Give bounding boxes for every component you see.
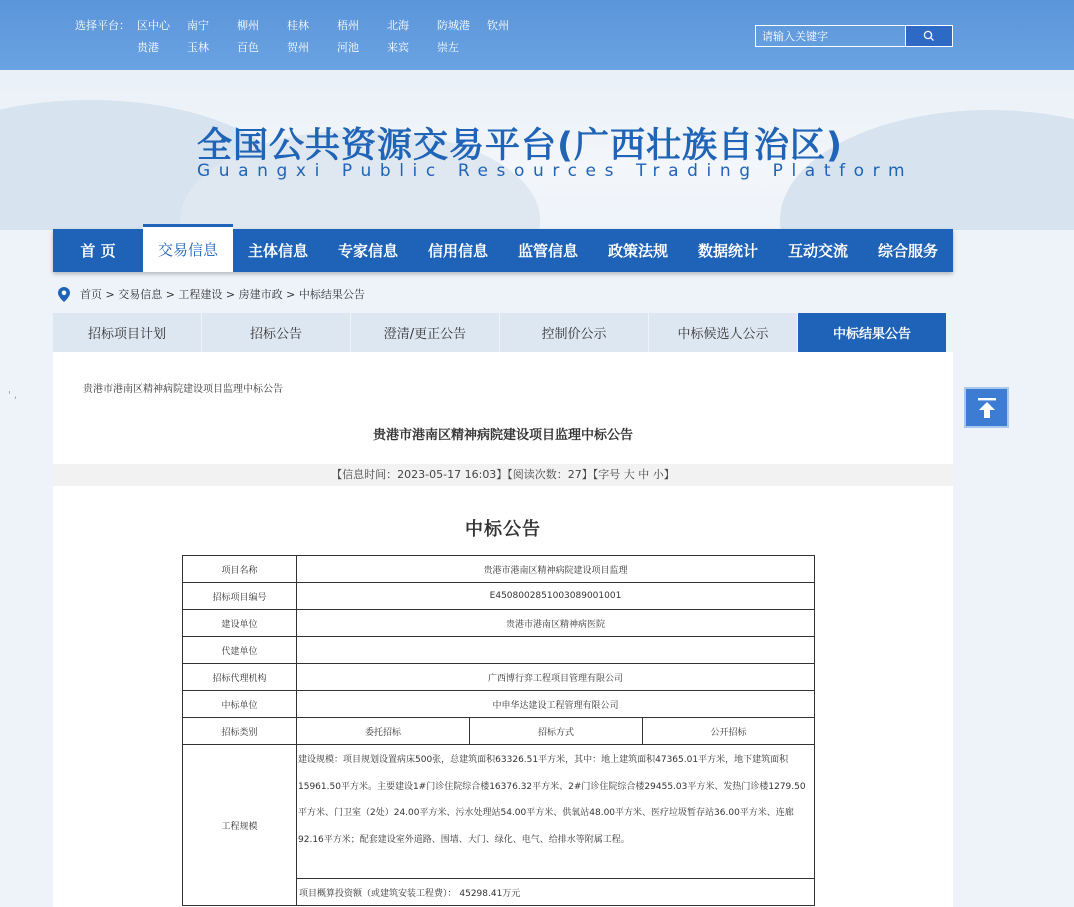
agency-value: 广西博行弈工程项目管理有限公司: [297, 664, 815, 691]
table-row: [183, 556, 815, 583]
document-title: 中标公告: [465, 519, 541, 540]
platform-selector: [75, 14, 537, 58]
table-row: [183, 610, 815, 637]
table-label: 项目名称: [183, 556, 297, 583]
table-row: [183, 718, 815, 745]
table-label: 工程规模: [183, 745, 297, 906]
table-label: 招标类别: [183, 718, 297, 745]
platform-city-link[interactable]: 钦州: [487, 19, 509, 32]
table-label: 代建单位: [183, 637, 297, 664]
table-row: [183, 637, 815, 664]
platform-label: 选择平台：: [75, 19, 130, 32]
banner: [0, 70, 1074, 230]
table-label: 招标代理机构: [183, 664, 297, 691]
category-tabs: [53, 313, 947, 352]
nav-item[interactable]: 数据统计: [697, 242, 758, 260]
top-bar: [0, 0, 1074, 70]
platform-city-link[interactable]: 桂林: [287, 19, 309, 32]
category-tab[interactable]: 中标结果公告: [798, 313, 946, 352]
table-row: [183, 745, 815, 879]
nav-item[interactable]: 政策法规: [607, 242, 668, 260]
nav-item[interactable]: 专家信息: [337, 242, 398, 260]
nav-item[interactable]: 首 页: [80, 242, 116, 260]
award-table: [182, 555, 815, 906]
table-label: 招标项目编号: [183, 583, 297, 610]
platform-city-link[interactable]: 南宁: [187, 19, 209, 32]
nav-item[interactable]: 互动交流: [787, 242, 848, 260]
nav-item[interactable]: 综合服务: [877, 242, 938, 260]
table-label: 招标方式: [470, 718, 643, 745]
search-input[interactable]: [755, 25, 906, 47]
category-tab[interactable]: 招标项目计划: [53, 313, 201, 352]
site-title: 全国公共资源交易平台(广西壮族自治区): [197, 126, 843, 166]
breadcrumb: [58, 286, 365, 302]
project-code-value: E4508002851003089001001: [297, 583, 815, 610]
article-title: 贵港市港南区精神病院建设项目监理中标公告: [372, 428, 633, 443]
search-button[interactable]: [906, 25, 953, 47]
category-tab[interactable]: 澄清/更正公告: [351, 313, 499, 352]
back-to-top-icon: [977, 397, 997, 419]
platform-city-link[interactable]: 崇左: [437, 41, 459, 54]
platform-city-link[interactable]: 百色: [237, 41, 259, 54]
winner-value: 中申华达建设工程管理有限公司: [297, 691, 815, 718]
nav-item[interactable]: 交易信息: [143, 224, 233, 272]
content-panel: [53, 352, 953, 907]
decorative-dots: ' ,: [8, 390, 18, 401]
table-label: 建设单位: [183, 610, 297, 637]
project-name-value: 贵港市港南区精神病院建设项目监理: [297, 556, 815, 583]
platform-city-link[interactable]: 柳州: [237, 19, 259, 32]
method-value: 公开招标: [643, 718, 815, 745]
table-label: 中标单位: [183, 691, 297, 718]
nav-item[interactable]: 监管信息: [517, 242, 578, 260]
location-pin-icon: [58, 287, 70, 302]
breadcrumb-text[interactable]: 首页 > 交易信息 > 工程建设 > 房建市政 > 中标结果公告: [80, 288, 365, 301]
search-icon: [923, 30, 935, 42]
site-subtitle: Guangxi Public Resources Trading Platform: [197, 161, 914, 181]
investment-value: 项目概算投资额（或建筑安装工程费）： 45298.41万元: [297, 879, 815, 906]
platform-city-link[interactable]: 北海: [387, 19, 409, 32]
search-box: [755, 25, 953, 47]
category-tab[interactable]: 控制价公示: [500, 313, 648, 352]
table-row: [183, 664, 815, 691]
table-row: [183, 691, 815, 718]
category-value: 委托招标: [297, 718, 470, 745]
platform-city-link[interactable]: 河池: [337, 41, 359, 54]
main-nav: [53, 229, 953, 272]
nav-item[interactable]: 信用信息: [427, 242, 488, 260]
agent-owner-value: [297, 637, 815, 664]
article-info-bar: 【信息时间：2023-05-17 16:03】【阅读次数：27】【字号 大 中 小】: [53, 464, 953, 486]
table-row: [183, 583, 815, 610]
platform-city-link[interactable]: 贺州: [287, 41, 309, 54]
platform-city-link[interactable]: 玉林: [187, 41, 209, 54]
scale-value: 建设规模：项目规划设置病床500张，总建筑面积63326.51平方米，其中：地上建筑面积47365.01平方米，地下建筑面积15961.50平方米。主要建设1#门诊住院综合楼16376.32平方米、2#门诊住院综合楼29455.03平方米、发热门诊楼1279.50平方米、门卫室（2处）24.00平方米、污水处理站54.00平方米、供氧站48.00平方米、医疗垃圾暂存站36.00平方米、连廊92.16平方米；配套建设室外道路、围墙、大门、绿化、电气、给排水等附属工程。: [297, 745, 815, 879]
article-small-title: 贵港市港南区精神病院建设项目监理中标公告: [83, 384, 283, 395]
platform-city-link[interactable]: 防城港: [437, 19, 470, 32]
owner-value: 贵港市港南区精神病医院: [297, 610, 815, 637]
category-tab[interactable]: 中标候选人公示: [649, 313, 797, 352]
platform-city-link[interactable]: 区中心: [137, 19, 170, 32]
platform-city-link[interactable]: 梧州: [337, 19, 359, 32]
platform-city-link[interactable]: 贵港: [137, 41, 159, 54]
back-to-top-button[interactable]: [964, 387, 1009, 428]
platform-city-link[interactable]: 来宾: [387, 41, 409, 54]
category-tab[interactable]: 招标公告: [202, 313, 350, 352]
nav-item[interactable]: 主体信息: [247, 242, 308, 260]
